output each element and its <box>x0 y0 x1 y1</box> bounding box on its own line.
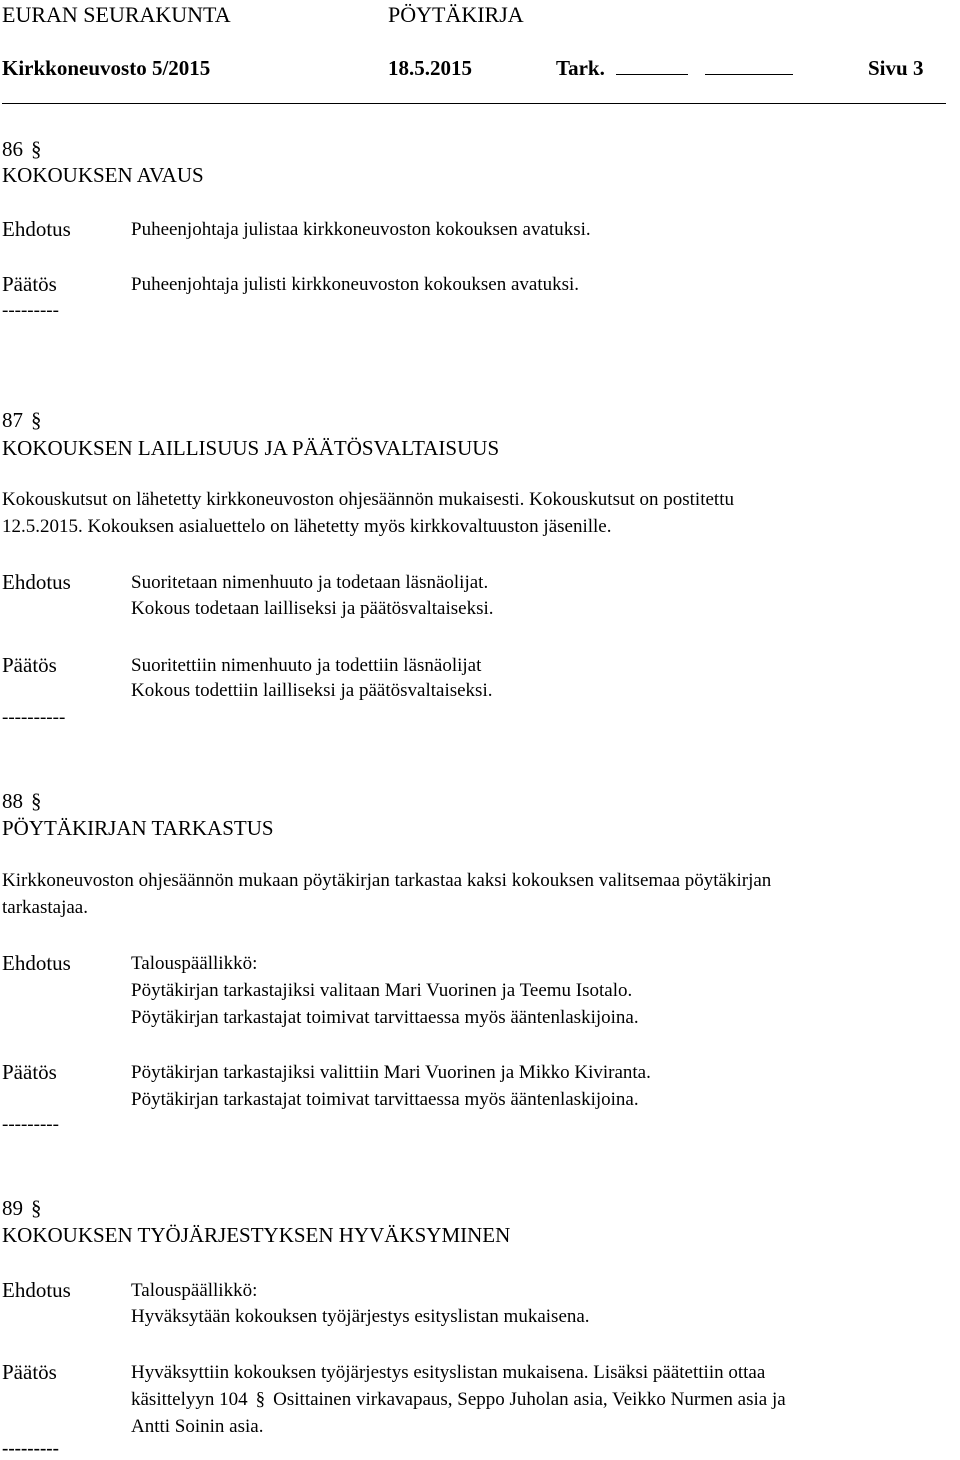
section-86-title: KOKOUKSEN AVAUS <box>2 163 204 187</box>
body-line: 12.5.2015. Kokouksen asialuettelo on lähetetty myös kirkkovaltuuston jäsenille. <box>2 516 612 537</box>
ehdotus-label: Ehdotus <box>2 1278 71 1302</box>
check-signature-line-2 <box>705 56 793 75</box>
body-line: Kirkkoneuvoston ohjesäännön mukaan pöytäkirjan tarkastaa kaksi kokouksen valitsemaa pöytäkirjan <box>2 870 772 891</box>
section-symbol: § <box>31 408 42 432</box>
ehdotus-line: Pöytäkirjan tarkastajat toimivat tarvittaessa myös ääntenlaskijoina. <box>131 1007 639 1028</box>
section-89-number <box>2 1196 42 1221</box>
body-line: tarkastajaa. <box>2 897 88 918</box>
church-name: EURAN SEURAKUNTA <box>2 2 231 27</box>
section-symbol: § <box>31 1196 42 1220</box>
paatos-label: Päätös <box>2 653 57 677</box>
ehdotus-line: Puheenjohtaja julistaa kirkkoneuvoston kokouksen avatuksi. <box>131 219 591 240</box>
paatos-label: Päätös <box>2 1060 57 1084</box>
paatos-line-start: käsittelyyn 104 <box>131 1389 248 1410</box>
ehdotus-line: Talouspäällikkö: <box>131 953 258 974</box>
paatos-line: Puheenjohtaja julisti kirkkoneuvoston kokouksen avatuksi. <box>131 274 580 295</box>
section-89-title: KOKOUKSEN TYÖJÄRJESTYKSEN HYVÄKSYMINEN <box>2 1223 511 1247</box>
section-separator: ---------- <box>2 707 66 728</box>
meeting-id: Kirkkoneuvosto 5/2015 <box>2 56 211 80</box>
check-label <box>556 56 793 81</box>
body-line: Kokouskutsut on lähetetty kirkkoneuvoston ohjesäännön mukaisesti. Kokouskutsut on postitettu <box>2 489 734 510</box>
check-label-text: Tark. <box>556 56 605 80</box>
ehdotus-line: Pöytäkirjan tarkastajiksi valitaan Mari Vuorinen ja Teemu Isotalo. <box>131 980 633 1001</box>
ehdotus-line: Kokous todetaan lailliseksi ja päätösvaltaiseksi. <box>131 598 494 619</box>
paatos-line: Pöytäkirjan tarkastajiksi valittiin Mari Vuorinen ja Mikko Kiviranta. <box>131 1062 651 1083</box>
paatos-line <box>131 1389 786 1411</box>
ehdotus-line: Hyväksytään kokouksen työjärjestys esityslistan mukaisena. <box>131 1306 590 1327</box>
section-88-number <box>2 789 42 814</box>
section-number: 87 <box>2 408 23 432</box>
header-rule <box>2 103 946 104</box>
paatos-label: Päätös <box>2 1360 57 1384</box>
document-type: PÖYTÄKIRJA <box>388 2 524 27</box>
check-signature-line-1 <box>616 56 688 75</box>
section-separator: --------- <box>2 1438 59 1459</box>
paatos-line: Suoritettiin nimenhuuto ja todettiin läsnäolijat <box>131 655 482 676</box>
paatos-line: Kokous todettiin lailliseksi ja päätösvaltaiseksi. <box>131 680 493 701</box>
paatos-line: Hyväksyttiin kokouksen työjärjestys esityslistan mukaisena. Lisäksi päätettiin ottaa <box>131 1362 766 1383</box>
section-number: 89 <box>2 1196 23 1220</box>
section-separator: --------- <box>2 1114 59 1135</box>
paatos-line-end: Osittainen virkavapaus, Seppo Juholan asia, Veikko Nurmen asia ja <box>273 1389 786 1410</box>
section-symbol: § <box>255 1389 266 1410</box>
ehdotus-line: Talouspäällikkö: <box>131 1280 258 1301</box>
meeting-date: 18.5.2015 <box>388 56 472 80</box>
section-87-number <box>2 408 42 433</box>
paatos-label: Päätös <box>2 272 57 296</box>
section-number: 86 <box>2 137 23 161</box>
page-number: Sivu 3 <box>868 56 924 80</box>
section-symbol: § <box>31 789 42 813</box>
paatos-line: Pöytäkirjan tarkastajat toimivat tarvittaessa myös ääntenlaskijoina. <box>131 1089 639 1110</box>
ehdotus-label: Ehdotus <box>2 217 71 241</box>
section-87-title: KOKOUKSEN LAILLISUUS JA PÄÄTÖSVALTAISUUS <box>2 436 500 460</box>
section-88-title: PÖYTÄKIRJAN TARKASTUS <box>2 816 274 840</box>
ehdotus-line: Suoritetaan nimenhuuto ja todetaan läsnäolijat. <box>131 572 489 593</box>
section-number: 88 <box>2 789 23 813</box>
section-separator: --------- <box>2 300 59 321</box>
section-symbol: § <box>31 137 42 161</box>
paatos-line: Antti Soinin asia. <box>131 1416 264 1437</box>
ehdotus-label: Ehdotus <box>2 570 71 594</box>
section-86-number <box>2 137 42 162</box>
ehdotus-label: Ehdotus <box>2 951 71 975</box>
